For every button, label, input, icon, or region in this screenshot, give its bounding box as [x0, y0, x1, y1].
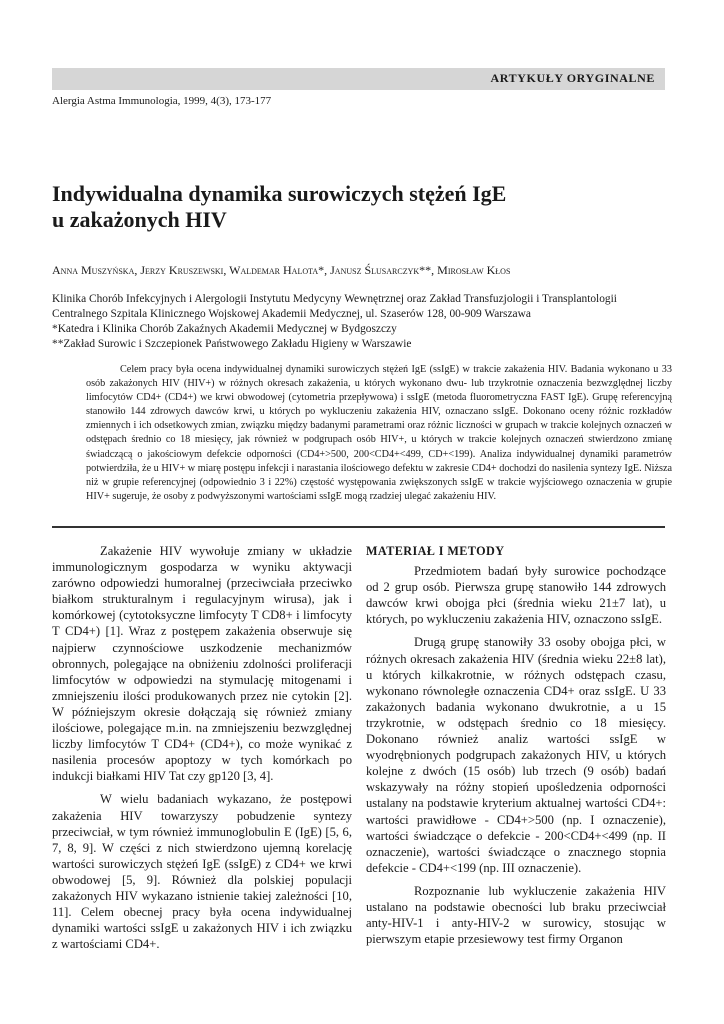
body-paragraph: Rozpoznanie lub wykluczenie zakażenia HIV ustalano na podstawie obecności lub braku przeciwciał anty-HIV-1 i anty-HIV-2 w surowicy, stosując w pierwszym etapie przesiewowy test firmy Organon [366, 883, 666, 947]
article-title [52, 181, 672, 233]
body-paragraph: Przedmiotem badań były surowice pochodzące od 2 grup osób. Pierwsza grupę stanowiło 144 zdrowych dawców krwi obojga płci (średnia wieku 21±7 lat), u których, po wykluczeniu zakażenia HIV, oznaczono ssIgE. [366, 564, 666, 627]
divider [52, 526, 665, 528]
body-column-left [52, 543, 352, 959]
journal-citation: Alergia Astma Immunologia, 1999, 4(3), 173-177 [52, 95, 272, 107]
title-line-1: Indywidualna dynamika surowiczych stężeń IgE [52, 181, 507, 206]
body-paragraph: Drugą grupę stanowiły 33 osoby obojga płci, w różnych okresach zakażenia HIV (średnia wieku 22±8 lat), u których kilkakrotnie, w różnych odstępach czasu, wykonano równoległe oznaczenia CD4+ oraz ssIgE. U 33 zakażonych badania wykonano dwukrotnie, a u 15 trzykrotnie, w odstępach średnio co 18 miesięcy. Dokonano również analiz wartości ssIgE w wyodrębnionych podgrupach zakażonych HIV, u których kolejne z dwóch (15 osób) lub trzech (9 osób) badań wskazywały na różny stopień upośledzenia odporności ustalany na podstawie kryterium aktualnej wartości CD4+: wartości prawidłowe - CD4+>500 (np. I oznaczenie), wartości świadczące o defekcie - 200<CD4+<499 (np. II oznaczenie), wartości świadczące o znacznego stopnia defekcie - CD4+<199 (np. III oznaczenie). [366, 635, 666, 875]
author-list: Anna Muszyńska, Jerzy Kruszewski, Waldemar Halota*, Janusz Ślusarczyk**, Mirosław Kłos [52, 263, 511, 277]
body-paragraph: W wielu badaniach wykazano, że postępowi zakażenia HIV towarzyszy pobudzenie syntezy przeciwciał, w tym również immunoglobulin E (IgE) [5, 6, 7, 8, 9]. W części z nich stwierdzono ujemną korelację wartości surowiczych stężeń IgE (ssIgE) z CD4+ we krwi obwodowej [5, 9]. Również dla polskiej populacji zakażonych HIV wykazano istnienie takiej zależności [10, 11]. Celem obecnej pracy była ocena indywidualnej dynamiki wartości ssIgE u zakażonych HIV i ich związku z wartościami CD4+. [52, 792, 352, 952]
section-heading: MATERIAŁ I METODY [366, 544, 505, 558]
affiliation-line: *Katedra i Klinika Chorób Zakaźnych Akademii Medycznej w Bydgoszczy [52, 323, 397, 335]
abstract: Celem pracy była ocena indywidualnej dynamiki surowiczych stężeń IgE (ssIgE) w trakcie zakażenia HIV. Badania wykonano u 33 osób zakażonych HIV (HIV+) w różnych okresach zakażenia, u których wykonano dwu- lub trzykrotnie oznaczenia bezwzględnej liczby limfocytów CD4+ (CD4+) we krwi obwodowej (cytometria przepływowa) i ssIgE (metoda fluorometryczna FAST IgE). Grupę referencyjną stanowiło 144 zdrowych dawców krwi, u których po wykluczeniu zakażenia HIV, oznaczano ssIgE. Dokonano oceny różnic rozkładów zmiennych i ich odsetkowych zmian, związku między badanymi parametrami oraz różnic liczności w grupach w trakcie kolejnych oznaczeń w odstępach średnio co 18 miesięcy, jak również w podgrupach osób HIV+, u których w trakcie kolejnych oznaczeń stwierdzono zmianę świadczącą o jakościowym defekcie odporności (CD4+>500, 200<CD4+<499, CD+<199). Analiza indywidualnej dynamiki parametrów potwierdziła, że u HIV+ w miarę postępu infekcji i narastania ilościowego defektu w zakresie CD4+ dochodzi do nasilenia syntezy IgE. Niższa niż w grupie referencyjnej (odpowiednio 3 i 22%) częstość występowania zwiększonych ssIgE w trakcie wyjściowego oznaczenia w grupie HIV+ sugeruje, że osoby z podwyższonymi wartościami ssIgE mogą rzadziej ulegać zakażeniu HIV. [86, 364, 672, 502]
section-banner [52, 68, 665, 90]
body-column-right [366, 543, 666, 954]
affiliations [52, 292, 692, 352]
affiliation-line: Klinika Chorób Infekcyjnych i Alergologii Instytutu Medycyny Wewnętrznej oraz Zakład Transfuzjologii i Transplantologii [52, 293, 617, 305]
title-line-2: u zakażonych HIV [52, 207, 227, 232]
section-label: ARTYKUŁY ORYGINALNE [490, 71, 655, 85]
affiliation-line: Centralnego Szpitala Klinicznego Wojskowej Akademii Medycznej, ul. Szaserów 128, 00-909 Warszawa [52, 308, 531, 320]
body-paragraph: Zakażenie HIV wywołuje zmiany w układzie immunologicznym gospodarza w wyniku aktywacji zarówno odpowiedzi humoralnej (przeciwciała przeciwko białkom strukturalnym i regulacyjnym wirusa), jak i komórkowej (cytotoksyczne limfocyty T CD8+ i limfocyty T CD4+) [1]. Wraz z postępem zakażenia obserwuje się najpierw czynnościowe uszkodzenie mechanizmów obronnych, polegające na obniżeniu zdolności proliferacji limfocytów w odpowiedzi na stymulację mitogenami i zmniejszeniu ilości produkowanych przez nie cytokin [2]. W późniejszym okresie dołączają się również zmiany ilościowe, polegające m.in. na zmniejszeniu bezwzględnej liczby limfocytów T CD4+ (CD4+), co może wynikać z nasilenia procesów apoptozy w tych komórkach po indukcji białkami HIV Tat czy gp120 [3, 4]. [52, 544, 352, 784]
affiliation-line: **Zakład Surowic i Szczepionek Państwowego Zakładu Higieny w Warszawie [52, 338, 412, 350]
